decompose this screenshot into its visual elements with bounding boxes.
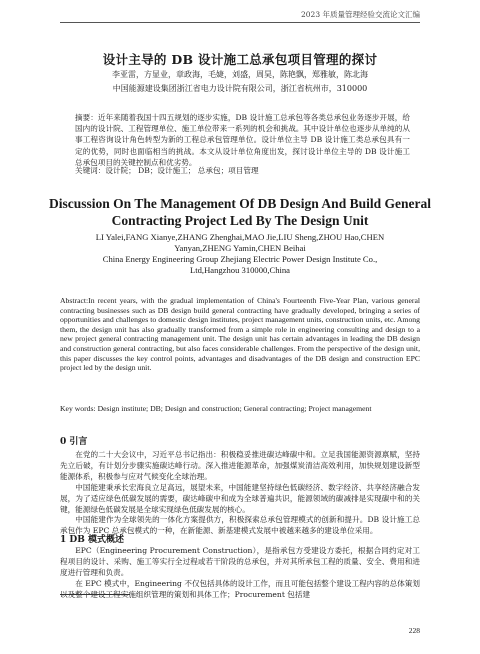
- section-body-db-overview: [60, 546, 420, 601]
- chinese-abstract: 摘要：近年来随着我国十四五规划的逐步实施，DB 设计施工总承包等各类总承包业务逐步开展，给国内的设计院、工程管理单位、施工单位带来一系列的机会和挑战。其中设计单位也逐步从单纯的从事工程咨询设计角色转型为新的工程总承包管理单位。设计单位主导 DB 设计施工类总承包具有一定的优势，同时也面临相当的挑战。本文从设计单位角度出发，探讨设计单位主导的 DB 设计施工总承包项目的关键控制点和优劣势。: [75, 113, 410, 167]
- body-paragraph: 中国能建秉承长宏海良立足高远，展望未来，中国能建坚持绿色低碳经济、数字经济、共享经济融合发展，为了适应绿色低碳发展的需要，碳达峰碳中和成为全球普遍共识，能源领域的碳减排是实现碳中和的关键，能源绿色低碳发展是全球实现绿色低碳发展的核心。: [60, 482, 420, 514]
- english-authors: LI Yalei,FANG Xianye,ZHANG Zhenghai,MAO Jie,LIU Sheng,ZHOU Hao,CHEN Yanyan,ZHENG Yamin,CHEN Beihai: [95, 232, 385, 253]
- english-keywords: Key words: Design institute; DB; Design and construction; General contracting; Project management: [60, 404, 372, 413]
- english-title: Discussion On The Management Of DB Design And Build General Contracting Project Led By The Design Unit: [49, 196, 431, 228]
- section-heading-db-overview: 1 DB 模式概述: [60, 535, 124, 545]
- chinese-authors: 李亚雷，方显业，章政海，毛婕，刘盛，周昊，陈艳飘，郑雅敏，陈北海: [112, 70, 368, 79]
- body-paragraph: 在党的二十大会议中，习近平总书记指出：积极稳妥推进碳达峰碳中和。立足我国能源资源禀赋，坚持先立后破，有计划分步骤实施碳达峰行动。深入推进能源革命，加强煤炭清洁高效利用，加快规划建设新型能源体系，积极参与应对气候变化全球治理。: [60, 450, 420, 481]
- english-affiliation: China Energy Engineering Group Zhejiang Electric Power Design Institute Co., Ltd,Hangzhou 310000,China: [102, 254, 378, 275]
- section-body-introduction: [60, 450, 420, 537]
- section-heading-introduction: 0 引言: [60, 437, 88, 447]
- chinese-keywords: 关键词：设计院； DB；设计施工； 总承包；项目管理: [75, 166, 259, 175]
- body-paragraph: EPC（Engineering Procurement Construction），是指承包方受建设方委托，根据合同约定对工程项目的设计、采购、施工等实行全过程或若干阶段的总承包，并对其所承包工程的质量、安全、费用和进度进行管理和负责。: [60, 546, 420, 577]
- page-number: 228: [408, 626, 420, 635]
- body-paragraph: 中国能建作为全球领先的一体化方案提供方，积极探索总承包管理模式的创新和提升。DB 设计施工总承包作为 EPC 总承包模式的一种，在新能源、新基建模式发展中被越来越多的建设单位采用。: [60, 515, 420, 536]
- body-paragraph: 在 EPC 模式中，Engineering 不仅包括具体的设计工作，而且可能包括整个建设工程内容的总体策划以及整个建设工程实施组织管理的策划和具体工作；Procurement 包括建: [60, 578, 420, 599]
- header-rule: [60, 22, 420, 23]
- chinese-affiliation: 中国能源建设集团浙江省电力设计院有限公司，浙江省杭州市，310000: [112, 84, 368, 93]
- chinese-title: 设计主导的 DB 设计施工总承包项目管理的探讨: [102, 52, 378, 67]
- running-head: 2023 年质量管理经验交流论文汇编: [301, 10, 420, 19]
- footnote-rule: [60, 594, 130, 595]
- english-abstract: Abstract:In recent years, with the gradual implementation of China's Fourteenth Five-Year Plan, various general contracting businesses such as DB design build general contracting have gradually developed, bringing a series of opportunities and challenges to domestic design institutes, project management units, construction units, etc. Among them, the design unit has also gradually transformed from a simple role in engineering consulting and design to a new project general contracting management unit. The design unit has certain advantages in leading the DB design and construction general contracting, but also faces considerable challenges. From the perspective of the design unit, this paper discusses the key control points, advantages and disadvantages of the DB design and construction EPC project led by the design unit.: [60, 296, 420, 373]
